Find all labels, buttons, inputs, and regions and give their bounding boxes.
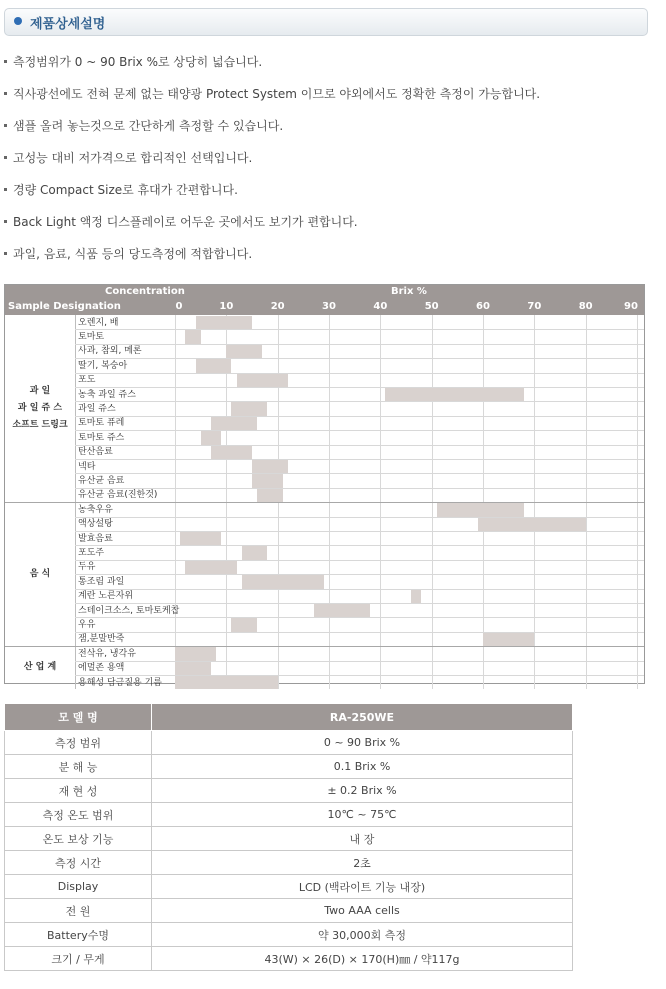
spec-row: [5, 923, 573, 947]
sample-name: 두유: [78, 562, 96, 573]
brix-range-bar: [201, 431, 222, 444]
brix-range-chart: [4, 284, 645, 688]
brix-range-bar: [385, 388, 524, 401]
brix-range-bar: [257, 489, 283, 502]
sample-name: 액상설탕: [78, 519, 113, 530]
sample-name: 우유: [78, 619, 96, 630]
bullet-icon: [4, 92, 7, 95]
title-bullet-icon: [14, 17, 22, 25]
spec-row: [5, 899, 573, 923]
feature-item: 과일, 음료, 식품 등의 당도측정에 적합합니다.: [4, 240, 654, 272]
spec-value: LCD (백라이트 기능 내장): [152, 875, 573, 899]
row-divider: [75, 445, 644, 446]
spec-value: ± 0.2 Brix %: [152, 779, 573, 803]
brix-range-bar: [478, 518, 586, 531]
spec-label: Display: [5, 875, 152, 899]
row-divider: [75, 545, 644, 546]
spec-table: [4, 703, 573, 971]
brix-range-bar: [437, 503, 524, 516]
spec-row: [5, 875, 573, 899]
row-divider: [75, 416, 644, 417]
brix-range-bar: [196, 316, 252, 329]
row-divider: [75, 574, 644, 575]
group-label-line: 음 식: [29, 568, 51, 579]
spec-row: [5, 827, 573, 851]
bullet-icon: [4, 156, 7, 159]
row-divider: [75, 329, 644, 330]
brix-range-bar: [237, 374, 288, 387]
spec-label: 측정 온도 범위: [5, 803, 152, 827]
x-tick-label: 50: [424, 301, 439, 312]
sample-name: 용해성 담금질용 기름: [78, 677, 162, 688]
brix-range-bar: [231, 402, 267, 415]
feature-item: 직사광선에도 전혀 문제 없는 태양광 Protect System 이므로 야외에서도 정확한 측정이 가능합니다.: [4, 80, 654, 112]
brix-range-bar: [175, 647, 216, 660]
row-divider: [75, 387, 644, 388]
sample-name: 오렌지, 배: [78, 317, 119, 328]
brix-range-bar: [211, 446, 252, 459]
spec-value: 43(W) × 26(D) × 170(H)㎜ / 약117g: [152, 947, 573, 971]
feature-list: [4, 48, 654, 272]
row-divider: [75, 488, 644, 489]
group-label: [5, 659, 75, 676]
sample-name: 토마토 쥬스: [78, 432, 125, 443]
spec-row: [5, 803, 573, 827]
brix-range-bar: [180, 532, 221, 545]
spec-label: 재 현 성: [5, 779, 152, 803]
spec-value: 0.1 Brix %: [152, 755, 573, 779]
spec-value: 0 ~ 90 Brix %: [152, 731, 573, 755]
spec-value: Two AAA cells: [152, 899, 573, 923]
brix-range-bar: [185, 561, 236, 574]
spec-row: [5, 755, 573, 779]
spec-row: [5, 947, 573, 971]
brix-range-bar: [483, 633, 534, 646]
concentration-label: Concentration: [105, 286, 185, 297]
sample-name: 유산균 음료: [78, 475, 125, 486]
bullet-icon: [4, 124, 7, 127]
x-tick-label: 0: [175, 301, 183, 312]
group-label-line: 산 업 계: [23, 662, 57, 673]
spec-label: 측정 시간: [5, 851, 152, 875]
group-label: [5, 566, 75, 583]
sample-name: 넥타: [78, 461, 96, 472]
spec-header-label: 모 델 명: [5, 704, 152, 731]
sample-name: 탄산음료: [78, 447, 113, 458]
spec-value: 약 30,000회 측정: [152, 923, 573, 947]
brix-axis-label: Brix %: [391, 286, 427, 297]
spec-header-row: [5, 704, 573, 731]
sample-name: 농축우유: [78, 504, 113, 515]
sample-name: 사과, 참외, 메론: [78, 346, 142, 357]
x-tick-label: 90: [624, 301, 638, 312]
sample-name: 토마토 퓨레: [78, 418, 125, 429]
sample-name: 전삭유, 냉각유: [78, 648, 136, 659]
sample-name: 계란 노른자위: [78, 591, 134, 602]
row-divider: [75, 459, 644, 460]
brix-range-bar: [242, 546, 268, 559]
spec-label: 온도 보상 기능: [5, 827, 152, 851]
sample-name: 유산균 음료(진한것): [78, 490, 158, 501]
feature-item: Back Light 액정 디스플레이로 어두운 곳에서도 보기가 편합니다.: [4, 208, 654, 240]
sample-name: 발효음료: [78, 533, 113, 544]
spec-value: 10℃ ~ 75℃: [152, 803, 573, 827]
row-divider: [75, 661, 644, 662]
feature-item: 샘플 올려 놓는것으로 간단하게 측정할 수 있습니다.: [4, 112, 654, 144]
brix-range-bar: [175, 676, 278, 689]
sample-name: 포도주: [78, 547, 105, 558]
brix-range-bar: [411, 590, 421, 603]
row-divider: [75, 373, 644, 374]
feature-item: 경량 Compact Size로 휴대가 간편합니다.: [4, 176, 654, 208]
spec-label: 크기 / 무게: [5, 947, 152, 971]
row-divider: [75, 401, 644, 402]
feature-item: 고성능 대비 저가격으로 합리적인 선택입니다.: [4, 144, 654, 176]
bullet-icon: [4, 60, 7, 63]
group-label: [5, 383, 75, 434]
row-divider: [75, 632, 644, 633]
sample-name: 에멀존 용액: [78, 663, 125, 674]
sample-name: 토마토: [78, 331, 105, 342]
row-divider: [75, 430, 644, 431]
spec-row: [5, 779, 573, 803]
brix-range-bar: [226, 345, 262, 358]
spec-label: 분 해 능: [5, 755, 152, 779]
sample-name: 포도: [78, 375, 96, 386]
spec-row: [5, 851, 573, 875]
row-divider: [75, 617, 644, 618]
sample-name: 과일 쥬스: [78, 403, 116, 414]
sample-name: 스테이크소스, 토마토케찹: [78, 605, 180, 616]
brix-range-bar: [242, 575, 324, 588]
x-tick-label: 60: [476, 301, 490, 312]
row-divider: [75, 473, 644, 474]
sample-name: 농축 과일 쥬스: [78, 389, 136, 400]
brix-range-bar: [185, 330, 200, 343]
sample-designation-label: Sample Designation: [8, 301, 121, 312]
spec-label: 전 원: [5, 899, 152, 923]
brix-range-bar: [211, 417, 257, 430]
row-divider: [75, 531, 644, 532]
brix-range-bar: [314, 604, 370, 617]
brix-range-bar: [231, 618, 257, 631]
x-tick-label: 40: [373, 301, 388, 312]
spec-label: Battery수명: [5, 923, 152, 947]
section-title-bar: [4, 8, 648, 36]
row-divider: [75, 589, 644, 590]
x-tick-label: 10: [219, 301, 234, 312]
row-divider: [75, 358, 644, 359]
x-tick-label: 30: [322, 301, 336, 312]
feature-item: 측정범위가 0 ~ 90 Brix %로 상당히 넓습니다.: [4, 48, 654, 80]
spec-value: 2초: [152, 851, 573, 875]
bullet-icon: [4, 220, 7, 223]
x-tick-label: 80: [578, 301, 593, 312]
spec-label: 측정 범위: [5, 731, 152, 755]
x-tick-label: 70: [527, 301, 542, 312]
bullet-icon: [4, 252, 7, 255]
row-divider: [75, 560, 644, 561]
spec-header-model: RA-250WE: [152, 704, 573, 731]
x-tick-label: 20: [270, 301, 285, 312]
spec-value: 내 장: [152, 827, 573, 851]
bullet-icon: [4, 188, 7, 191]
sample-name: 통조림 과일: [78, 576, 125, 587]
group-label-line: 과 일: [29, 386, 51, 397]
brix-range-bar: [252, 474, 283, 487]
section-title: 제품상세설명: [30, 17, 106, 32]
group-label-line: 소프트 드링크: [12, 420, 68, 431]
spec-row: [5, 731, 573, 755]
group-label-line: 과 일 쥬 스: [17, 403, 63, 414]
sample-name: 잼,분말반죽: [78, 634, 125, 645]
brix-range-bar: [252, 460, 288, 473]
sample-name: 딸기, 복숭아: [78, 360, 128, 371]
brix-range-bar: [175, 662, 211, 675]
row-divider: [75, 344, 644, 345]
brix-range-bar: [196, 359, 232, 372]
